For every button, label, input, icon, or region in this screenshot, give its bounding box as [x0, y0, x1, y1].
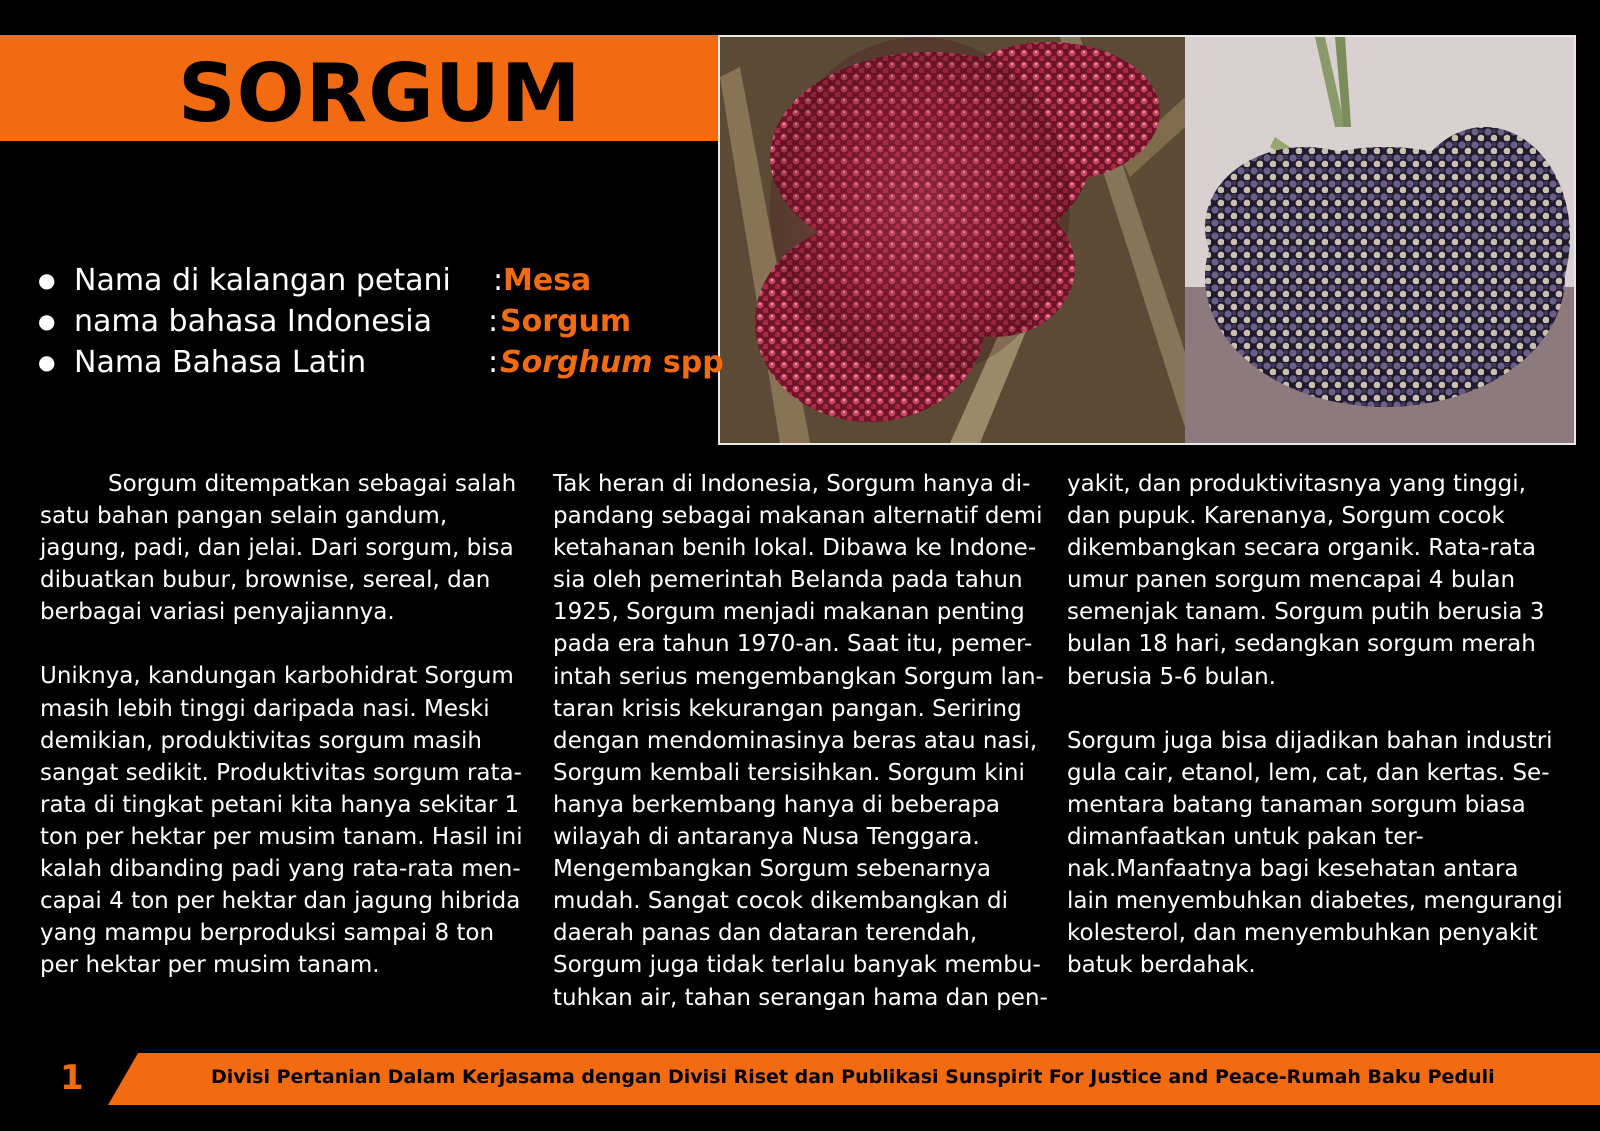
text-line: jagung, padi, dan jelai. Dari sorgum, bisa — [40, 535, 514, 562]
bullet-icon: ● — [38, 350, 56, 374]
text-column-2 — [553, 468, 1058, 1014]
text-line: sangat sedikit. Produktivitas sorgum rata- — [40, 759, 522, 786]
text-line: masih lebih tinggi daripada nasi. Meski — [40, 695, 490, 722]
text-line: dan pupuk. Karenanya, Sorgum cocok — [1067, 503, 1505, 530]
text-line: nak.Manfaatnya bagi kesehatan antara — [1067, 856, 1519, 883]
text-line: ketahanan benih lokal. Dibawa ke Indone- — [553, 535, 1037, 562]
bullet-icon: ● — [38, 268, 56, 292]
text-line: taran krisis kekurangan pangan. Seriring — [553, 695, 1022, 722]
bullet-icon: ● — [38, 309, 56, 333]
text-line: pada era tahun 1970-an. Saat itu, pemer- — [553, 631, 1033, 658]
paragraph-gap — [1067, 693, 1577, 725]
text-line: daerah panas dan dataran terendah, — [553, 920, 978, 947]
text-line: hanya berkembang hanya di beberapa — [553, 791, 1001, 818]
text-line: dengan mendominasinya beras atau nasi, — [553, 727, 1038, 754]
text-line: gula cair, etanol, lem, cat, dan kertas. Se- — [1067, 759, 1550, 786]
text-line: lain menyembuhkan diabetes, mengurangi — [1067, 888, 1563, 915]
list-item: ● Nama di kalangan petani : Mesa — [38, 260, 708, 301]
text-line: Mengembangkan Sorgum sebenarnya — [553, 856, 991, 883]
list-item: ● Nama Bahasa Latin : Sorghum spp — [38, 342, 708, 383]
text-column-3 — [1067, 468, 1577, 981]
text-line: satu bahan pangan selain gandum, — [40, 503, 448, 530]
text-line: Sorgum juga bisa dijadikan bahan industri — [1067, 727, 1553, 754]
text-line: kalah dibanding padi yang rata-rata men- — [40, 856, 521, 883]
text-line: intah serius mengembangkan Sorgum lan- — [553, 663, 1044, 690]
text-line: capai 4 ton per hektar dan jagung hibrida — [40, 888, 521, 915]
text-line: umur panen sorgum mencapai 4 bulan — [1067, 567, 1516, 594]
text-line: yakit, dan produktivitasnya yang tinggi, — [1067, 471, 1526, 497]
text-line: dimanfaatkan untuk pakan ter- — [1067, 823, 1424, 850]
text-column-1 — [40, 468, 540, 981]
page-number: 1 — [60, 1058, 84, 1098]
text-line: mudah. Sangat cocok dikembangkan di — [553, 888, 1009, 915]
text-line: Sorgum kembali tersisihkan. Sorgum kini — [553, 759, 1025, 786]
text-line: pandang sebagai makanan alternatif demi — [553, 503, 1043, 530]
text-line: batuk berdahak. — [1067, 952, 1256, 979]
text-line: per hektar per musim tanam. — [40, 952, 380, 979]
text-line: sia oleh pemerintah Belanda pada tahun — [553, 567, 1023, 594]
red-sorghum-photo — [720, 37, 1185, 443]
footer-text: Divisi Pertanian Dalam Kerjasama dengan Divisi Riset dan Publikasi Sunspirit For Justice and Peace-Rumah Baku Peduli — [211, 1066, 1495, 1088]
text-line: yang mampu berproduksi sampai 8 ton — [40, 920, 495, 947]
text-line: 1925, Sorgum menjadi makanan penting — [553, 599, 1025, 626]
text-line: kolesterol, dan menyembuhkan penyakit — [1067, 920, 1538, 947]
text-line: Sorgum ditempatkan sebagai salah — [108, 471, 517, 497]
text-line: berbagai variasi penyajiannya. — [40, 599, 395, 626]
text-line: wilayah di antaranya Nusa Tenggara. — [553, 824, 980, 851]
text-line: Uniknya, kandungan karbohidrat Sorgum — [40, 663, 514, 690]
list-item: ● nama bahasa Indonesia : Sorgum — [38, 301, 708, 342]
text-line: bulan 18 hari, sedangkan sorgum merah — [1067, 631, 1536, 658]
text-line: ton per hektar per musim tanam. Hasil ini — [40, 823, 523, 850]
text-line: Tak heran di Indonesia, Sorgum hanya di- — [553, 471, 1031, 497]
text-line: Sorgum juga tidak terlalu banyak membu- — [553, 952, 1041, 979]
text-line: rata di tingkat petani kita hanya sekitar 1 — [40, 791, 520, 818]
paragraph-gap — [40, 628, 540, 660]
text-line: semenjak tanam. Sorgum putih berusia 3 — [1067, 599, 1545, 626]
name-list — [38, 260, 724, 383]
dark-sorghum-photo — [1185, 37, 1574, 443]
text-line: dibuatkan bubur, brownise, sereal, dan — [40, 567, 491, 594]
text-line: mentara batang tanaman sorgum biasa — [1067, 791, 1526, 818]
text-line: tuhkan air, tahan serangan hama dan pen- — [553, 984, 1048, 1011]
page-title: SORGUM — [178, 47, 582, 140]
text-line: demikian, produktivitas sorgum masih — [40, 727, 482, 754]
text-line: dikembangkan secara organik. Rata-rata — [1067, 535, 1536, 562]
sorghum-photos — [718, 35, 1576, 445]
text-line: berusia 5-6 bulan. — [1067, 663, 1276, 690]
